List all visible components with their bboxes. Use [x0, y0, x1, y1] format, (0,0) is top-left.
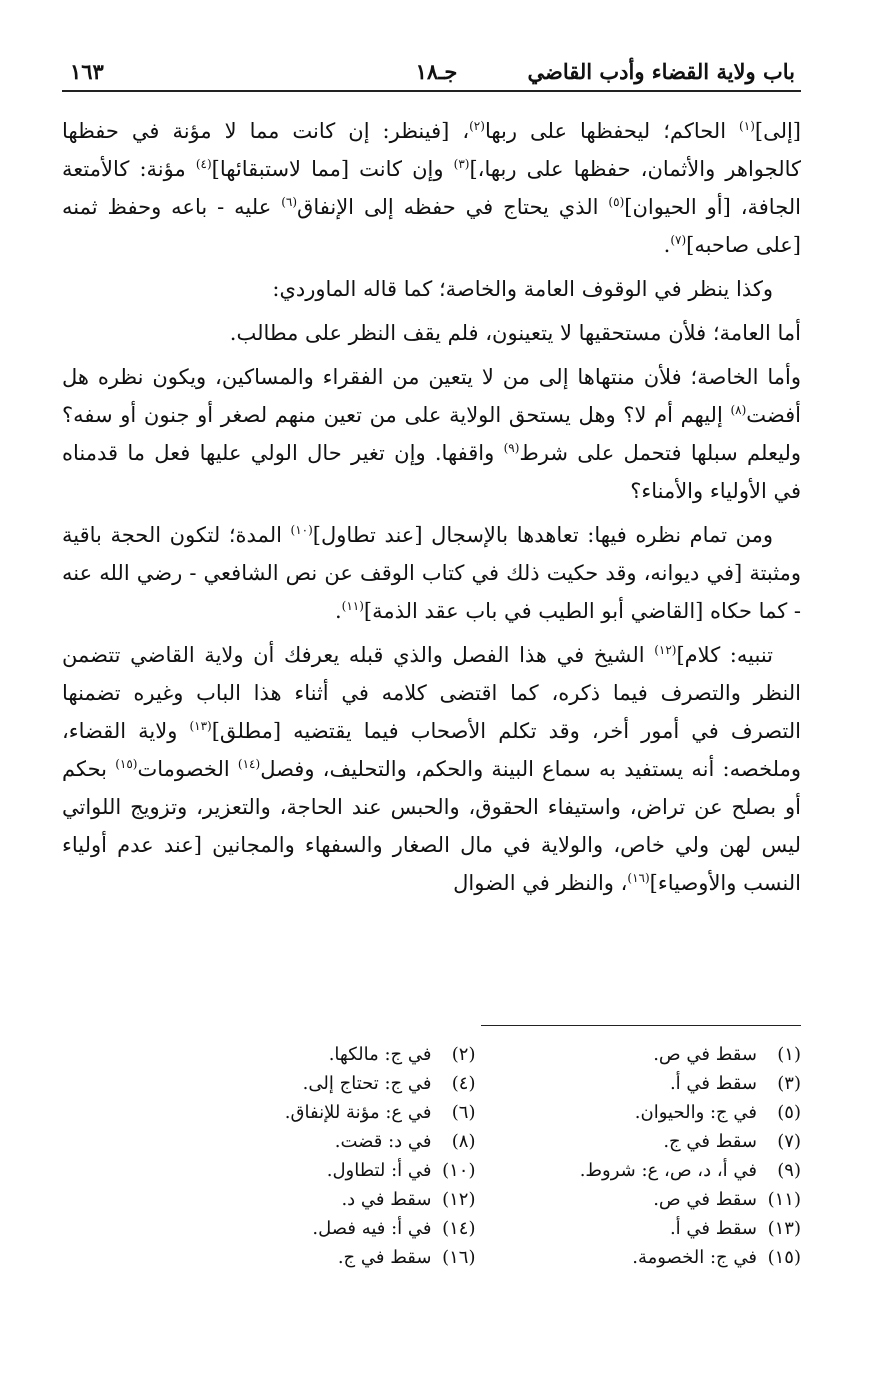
footnote-item	[190, 1069, 476, 1098]
footnote-item	[190, 1156, 476, 1185]
text-run: تنبيه: كلام]	[676, 643, 773, 667]
text-run: وأما الخاصة؛ فلأن منتهاها إلى من لا يتعين من الفقراء والمساكين، ويكون نظره هل أفضت	[62, 365, 801, 427]
footnote-item	[516, 1069, 802, 1098]
footnote-text: سقط في ص.	[653, 1044, 757, 1065]
text-run: ومن تمام نظره فيها: تعاهدها بالإسجال [عند تطاول]	[312, 523, 774, 547]
footnote-text: سقط في ج.	[663, 1131, 757, 1152]
footnote-marker[interactable]: (١٦)	[627, 871, 650, 885]
footnote-marker[interactable]: (١١)	[341, 599, 364, 613]
paragraph	[62, 112, 801, 264]
footnote-item	[190, 1214, 476, 1243]
footnote-divider	[481, 1025, 801, 1026]
footnote-marker[interactable]: (١)	[739, 119, 755, 133]
page-number: ١٦٣	[70, 59, 104, 84]
footnote-number: (١٠)	[442, 1160, 476, 1181]
footnote-marker[interactable]: (٢)	[469, 119, 485, 133]
paragraph	[62, 636, 801, 902]
text-run: أما العامة؛ فلأن مستحقيها لا يتعينون، فلم يقف النظر على مطالب.	[229, 321, 801, 345]
text-run: ولاية القضاء، وملخصه: أنه يستفيد به سماع البينة والحكم، والتحليف، وفصل	[62, 719, 801, 781]
footnote-text: سقط في ص.	[653, 1189, 757, 1210]
footnote-item	[516, 1243, 802, 1272]
text-run: بحكم أو بصلح عن تراض، واستيفاء الحقوق، والحبس عند الحاجة، والتعزير، وتزويج اللواتي ليس لهن ولي خاص، والولاية في مال الصغار والسفهاء والمجانين [عند عدم أولياء النسب والأوصياء]	[62, 757, 801, 895]
footnote-item	[190, 1040, 476, 1069]
text-run: مؤنة: كالأمتعة الجافة، [أو الحيوان]	[62, 157, 801, 219]
footnote-text: في ج: مالكها.	[328, 1044, 432, 1065]
paragraph	[62, 358, 801, 510]
footnote-number: (١١)	[767, 1189, 801, 1210]
footnote-text: في ج: الخصومة.	[632, 1247, 757, 1268]
footnote-item	[190, 1098, 476, 1127]
text-run: ، [فينظر: إن كانت مما لا مؤنة في حفظها كالجواهر والأثمان، حفظها على ربها،]	[62, 119, 801, 181]
footnote-item	[190, 1243, 476, 1272]
footnote-text: سقط في د.	[341, 1189, 432, 1210]
volume-label: جـ١٨	[415, 59, 458, 84]
footnote-number: (٥)	[777, 1102, 801, 1123]
text-run: [إلى]	[754, 119, 801, 143]
footnote-number: (١٣)	[767, 1218, 801, 1239]
footnote-text: في ج: تحتاج إلى.	[302, 1073, 432, 1094]
footnote-marker[interactable]: (١٢)	[654, 643, 677, 657]
paragraph	[62, 516, 801, 630]
footnote-item	[190, 1185, 476, 1214]
text-run: وكذا ينظر في الوقوف العامة والخاصة؛ كما قاله الماوردي:	[272, 277, 773, 301]
footnote-marker[interactable]: (١٣)	[189, 719, 212, 733]
text-run: واقفها. وإن تغير حال الولي عليها فعل ما قدمناه في الأولياء والأمناء؟	[62, 441, 801, 503]
footnote-item	[516, 1127, 802, 1156]
footnote-number: (٧)	[777, 1131, 801, 1152]
footnote-marker[interactable]: (١٤)	[237, 757, 261, 771]
footnote-item	[516, 1098, 802, 1127]
footnote-marker[interactable]: (١٠)	[290, 523, 313, 537]
main-text	[62, 112, 801, 902]
footnote-number: (١٦)	[442, 1247, 476, 1268]
footnote-marker[interactable]: (٥)	[608, 195, 625, 209]
footnote-text: سقط في أ.	[669, 1073, 757, 1094]
footnote-text: في د: قضت.	[334, 1131, 432, 1152]
paragraph	[62, 314, 801, 352]
footnote-marker[interactable]: (١٥)	[115, 757, 138, 771]
footnote-number: (١٢)	[442, 1189, 476, 1210]
footnote-number: (٣)	[777, 1073, 801, 1094]
footnote-marker[interactable]: (٧)	[670, 233, 687, 247]
footnote-number: (١)	[777, 1044, 801, 1065]
book-title: باب ولاية القضاء وأدب القاضي	[527, 59, 795, 84]
footnote-text: في أ، د، ص، ع: شروط.	[579, 1160, 757, 1181]
footnote-text: في أ: فيه فصل.	[312, 1218, 432, 1239]
text-run: .	[334, 599, 342, 623]
footnote-item	[516, 1214, 802, 1243]
footnote-item	[516, 1156, 802, 1185]
text-run: وإن كانت [مما لاستبقائها]	[211, 157, 454, 181]
footnote-item	[190, 1127, 476, 1156]
text-run: إليهم أم لا؟ وهل يستحق الولاية على من تعين منهم لصغر أو جنون أو سفه؟ وليعلم سبلها فتحمل على شرط	[62, 403, 801, 465]
footnote-marker[interactable]: (٣)	[453, 157, 470, 171]
footnote-item	[516, 1040, 802, 1069]
footnote-number: (٦)	[451, 1102, 476, 1123]
text-run: الحاكم؛ ليحفظها على ربها	[484, 119, 740, 143]
text-run: الخصومات	[137, 757, 238, 781]
footnote-number: (٨)	[451, 1131, 476, 1152]
footnote-text: في ج: والحيوان.	[634, 1102, 757, 1123]
footnote-number: (١٥)	[767, 1247, 801, 1268]
text-run: عليه - باعه وحفظ ثمنه [على صاحبه]	[62, 195, 801, 257]
footnote-number: (١٤)	[442, 1218, 476, 1239]
footnote-text: سقط في أ.	[669, 1218, 757, 1239]
footnote-item	[516, 1185, 802, 1214]
text-run: الذي يحتاج في حفظه إلى الإنفاق	[297, 195, 609, 219]
footnote-marker[interactable]: (٨)	[730, 403, 747, 417]
paragraph	[62, 270, 801, 308]
footnote-number: (٩)	[777, 1160, 801, 1181]
text-run: .	[663, 233, 671, 257]
footnote-text: في ع: مؤنة للإنفاق.	[284, 1102, 432, 1123]
footnotes	[190, 1040, 801, 1272]
footnote-marker[interactable]: (٩)	[503, 441, 520, 455]
footnote-marker[interactable]: (٤)	[195, 157, 212, 171]
footnote-text: في أ: لتطاول.	[326, 1160, 432, 1181]
text-run: الشيخ في هذا الفصل والذي قبله يعرفك أن ولاية القاضي تتضمن النظر والتصرف فيما ذكره، كما اقتضى كلامه في أثناء هذا الباب وغيره تضمنها التصرف في أمور أخر، وقد تكلم الأصحاب فيما يقتضيه [مطلق]	[62, 643, 801, 743]
text-run: ، والنظر في الضوال	[453, 871, 628, 895]
footnote-text: سقط في ج.	[337, 1247, 432, 1268]
footnote-number: (٤)	[451, 1073, 476, 1094]
text-run: المدة؛ لتكون الحجة باقية ومثبتة [في ديوانه، وقد حكيت ذلك في كتاب الوقف عن نص الشافعي - رضي الله عنه - كما حكاه [القاضي أبو الطيب في باب عقد الذمة]	[62, 523, 801, 623]
footnote-marker[interactable]: (٦)	[281, 195, 298, 209]
footnote-number: (٢)	[451, 1044, 476, 1065]
